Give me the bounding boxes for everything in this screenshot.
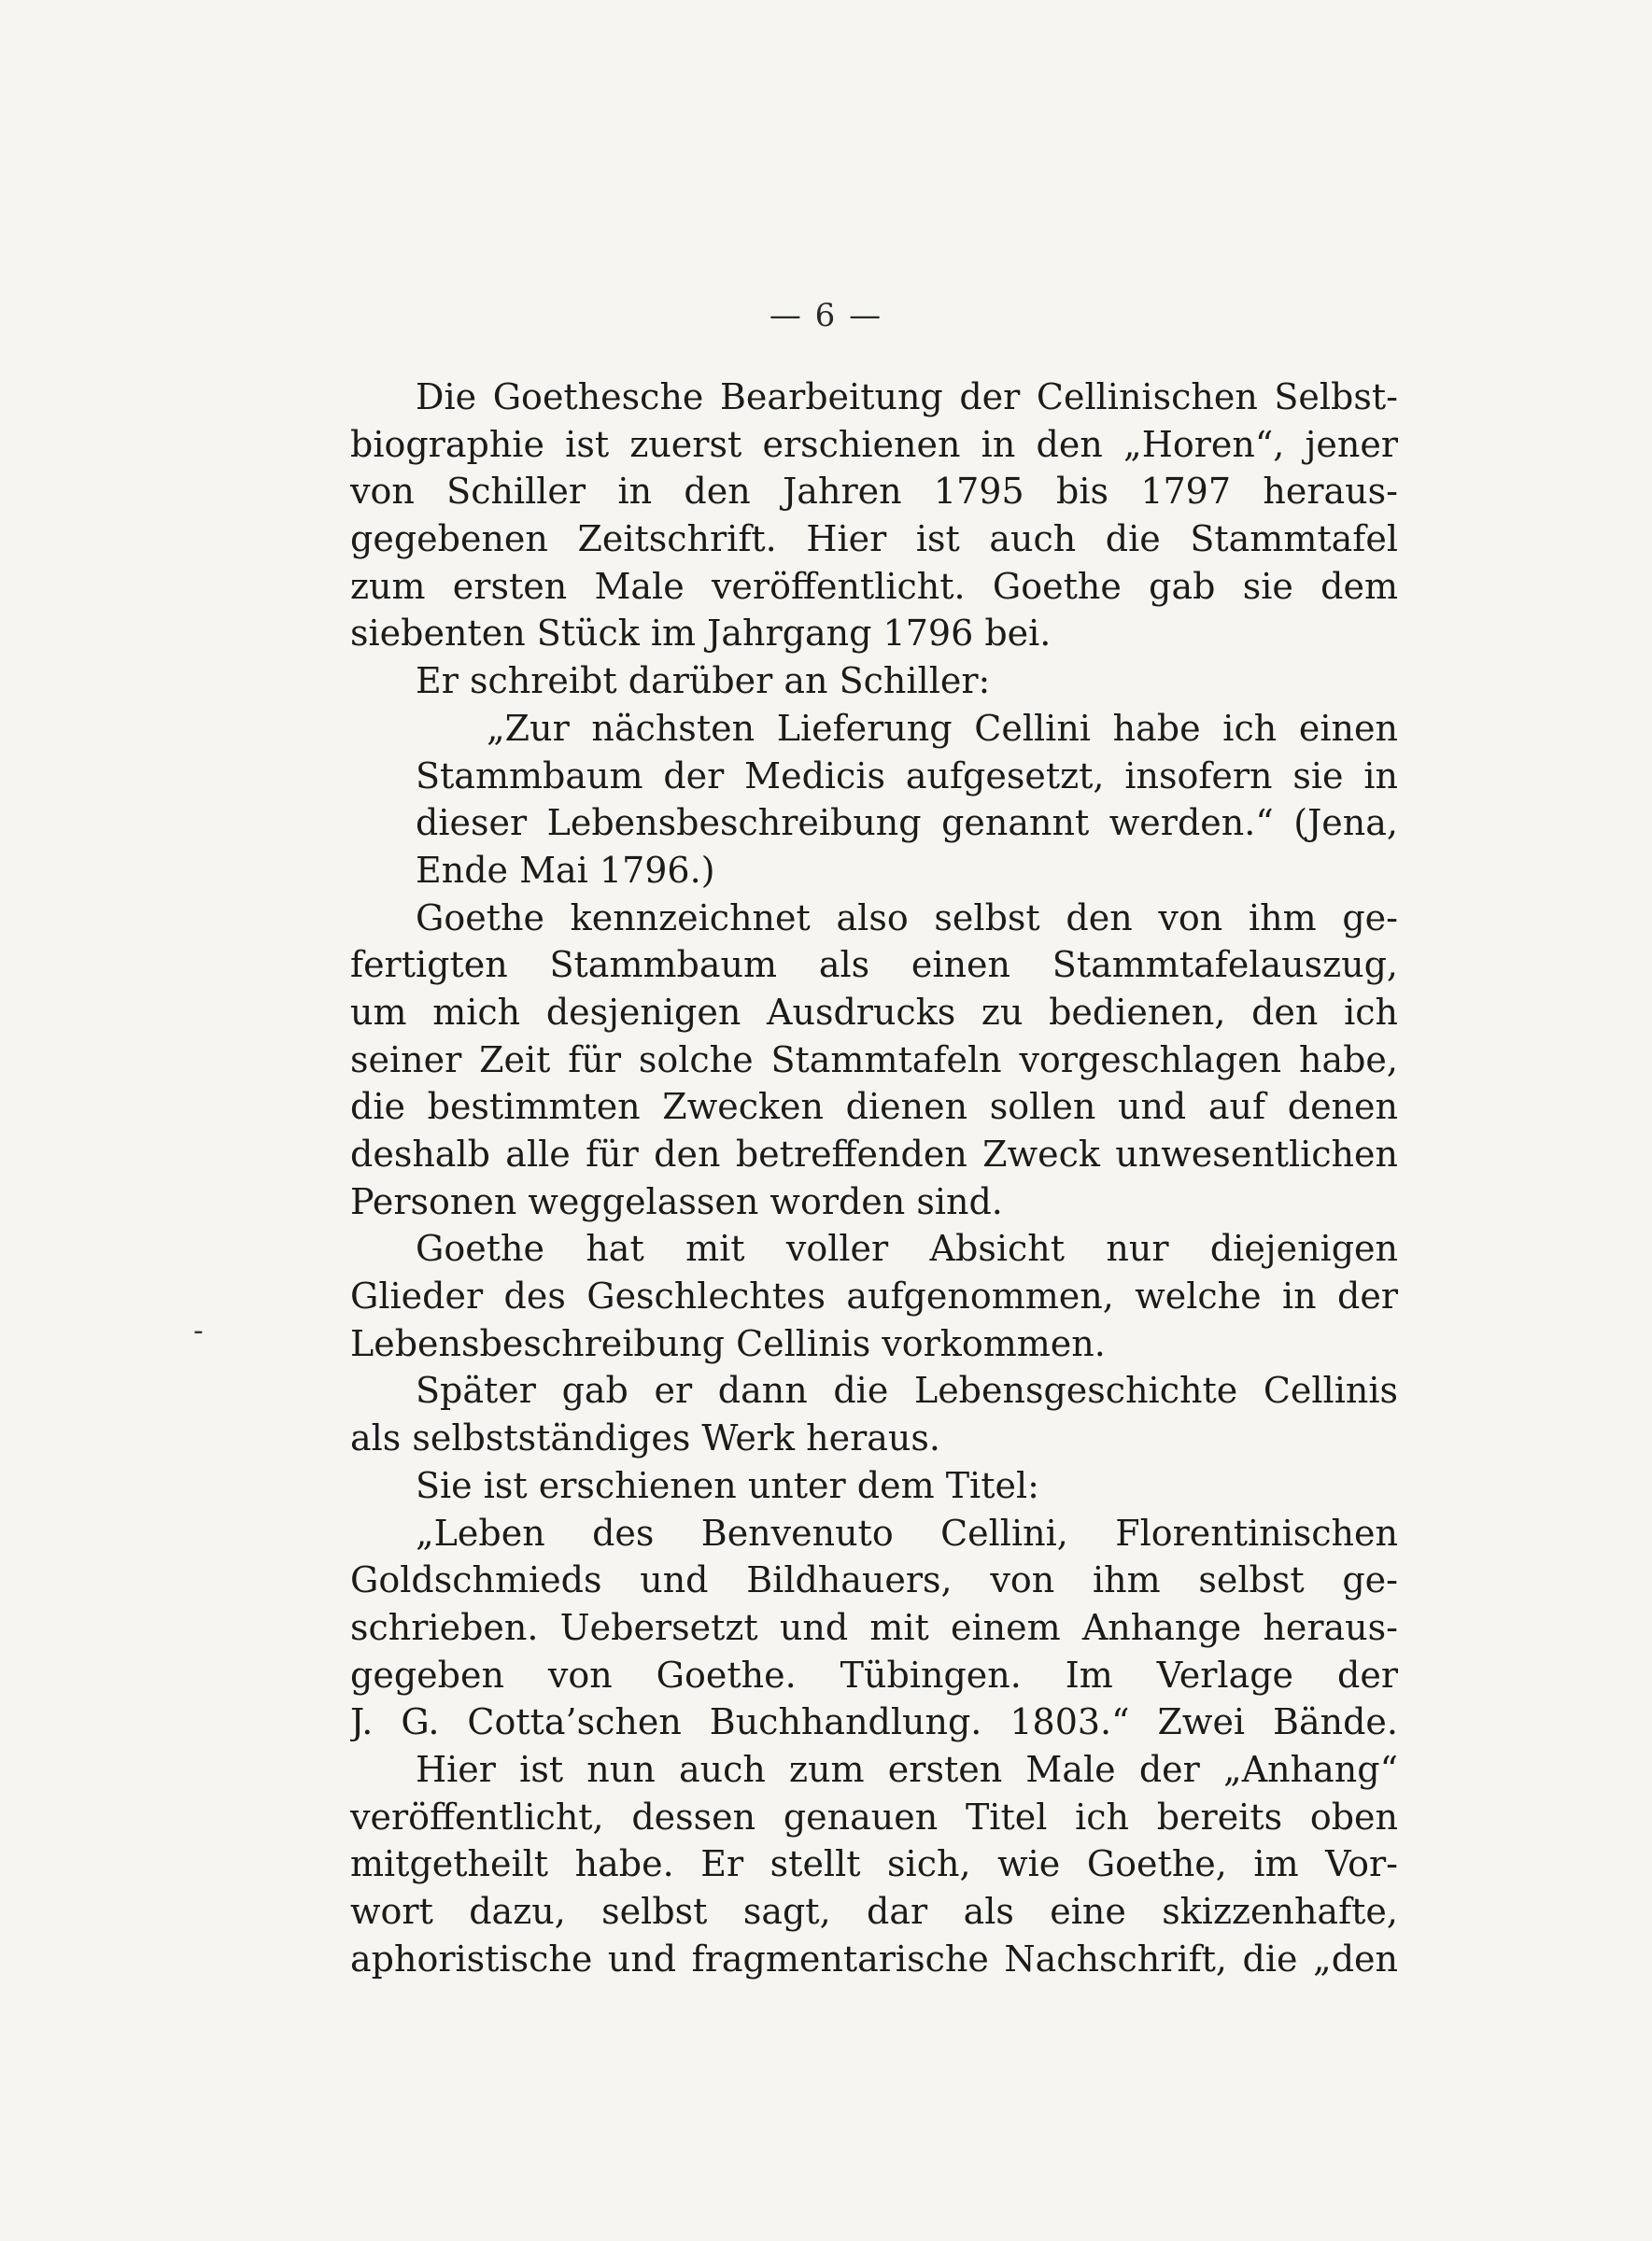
quote-line: schrieben. Uebersetzt und mit einem Anhange heraus- [350,1606,1398,1648]
quote-line: dieser Lebensbeschreibung genannt werden.“ (Jena, [416,802,1398,844]
text-line: seiner Zeit für solche Stammtafeln vorgeschlagen habe, [350,1038,1398,1080]
quote-line: Stammbaum der Medicis aufgesetzt, insofern sie in [416,754,1398,796]
text-line: veröffentlicht, dessen genauen Titel ich bereits oben [350,1796,1398,1838]
quote-line: Ende Mai 1796.) [416,849,715,891]
quote-line: J. G. Cotta’schen Buchhandlung. 1803.“ Zwei Bände. [350,1701,1398,1743]
text-line: als selbstständiges Werk heraus. [350,1417,940,1459]
text-line: Glieder des Geschlechtes aufgenommen, welche in der [350,1276,1398,1318]
quote-line: „Zur nächsten Lieferung Cellini habe ich einen [487,707,1398,749]
quote-line: „Leben des Benvenuto Cellini, Florentinischen [416,1512,1398,1554]
text-line: Er schreibt darüber an Schiller: [416,660,991,702]
text-line: wort dazu, selbst sagt, dar als eine skizzenhafte, [350,1891,1398,1932]
text-line: siebenten Stück im Jahrgang 1796 bei. [350,613,1052,655]
text-line: aphoristische und fragmentarische Nachschrift, die „den [350,1938,1398,1980]
text-line: mitgetheilt habe. Er stellt sich, wie Goethe, im Vor- [350,1843,1398,1885]
text-line: fertigten Stammbaum als einen Stammtafelauszug, [350,944,1398,986]
text-line: deshalb alle für den betreffenden Zweck unwesentlichen [350,1134,1398,1175]
text-line: Personen weggelassen worden sind. [350,1180,1003,1222]
text-line: Die Goethesche Bearbeitung der Cellinischen Selbst- [416,376,1398,417]
text-line: Später gab er dann die Lebensgeschichte Cellinis [416,1370,1398,1412]
text-line: gegebenen Zeitschrift. Hier ist auch die Stammtafel [350,518,1398,560]
quote-line: gegeben von Goethe. Tübingen. Im Verlage der [350,1654,1398,1696]
text-line: Sie ist erschienen unter dem Titel: [416,1464,1039,1506]
text-line: Lebensbeschreibung Cellinis vorkommen. [350,1322,1106,1364]
text-line: Goethe kennzeichnet also selbst den von ihm ge- [416,896,1398,938]
text-line: biographie ist zuerst erschienen in den „Horen“, jener [350,423,1398,465]
margin-mark: - [193,1315,204,1347]
text-line: die bestimmten Zwecken dienen sollen und auf denen [350,1086,1398,1128]
page-number: — 6 — [769,297,883,334]
text-line: Goethe hat mit voller Absicht nur diejenigen [416,1228,1398,1270]
text-line: zum ersten Male veröffentlicht. Goethe gab sie dem [350,565,1398,607]
text-line: Hier ist nun auch zum ersten Male der „Anhang“ [416,1748,1398,1790]
text-line: von Schiller in den Jahren 1795 bis 1797 heraus- [350,471,1398,513]
quote-line: Goldschmieds und Bildhauers, von ihm selbst ge- [350,1559,1398,1601]
body-text [350,374,1398,1982]
text-line: um mich desjenigen Ausdrucks zu bedienen, den ich [350,991,1398,1033]
